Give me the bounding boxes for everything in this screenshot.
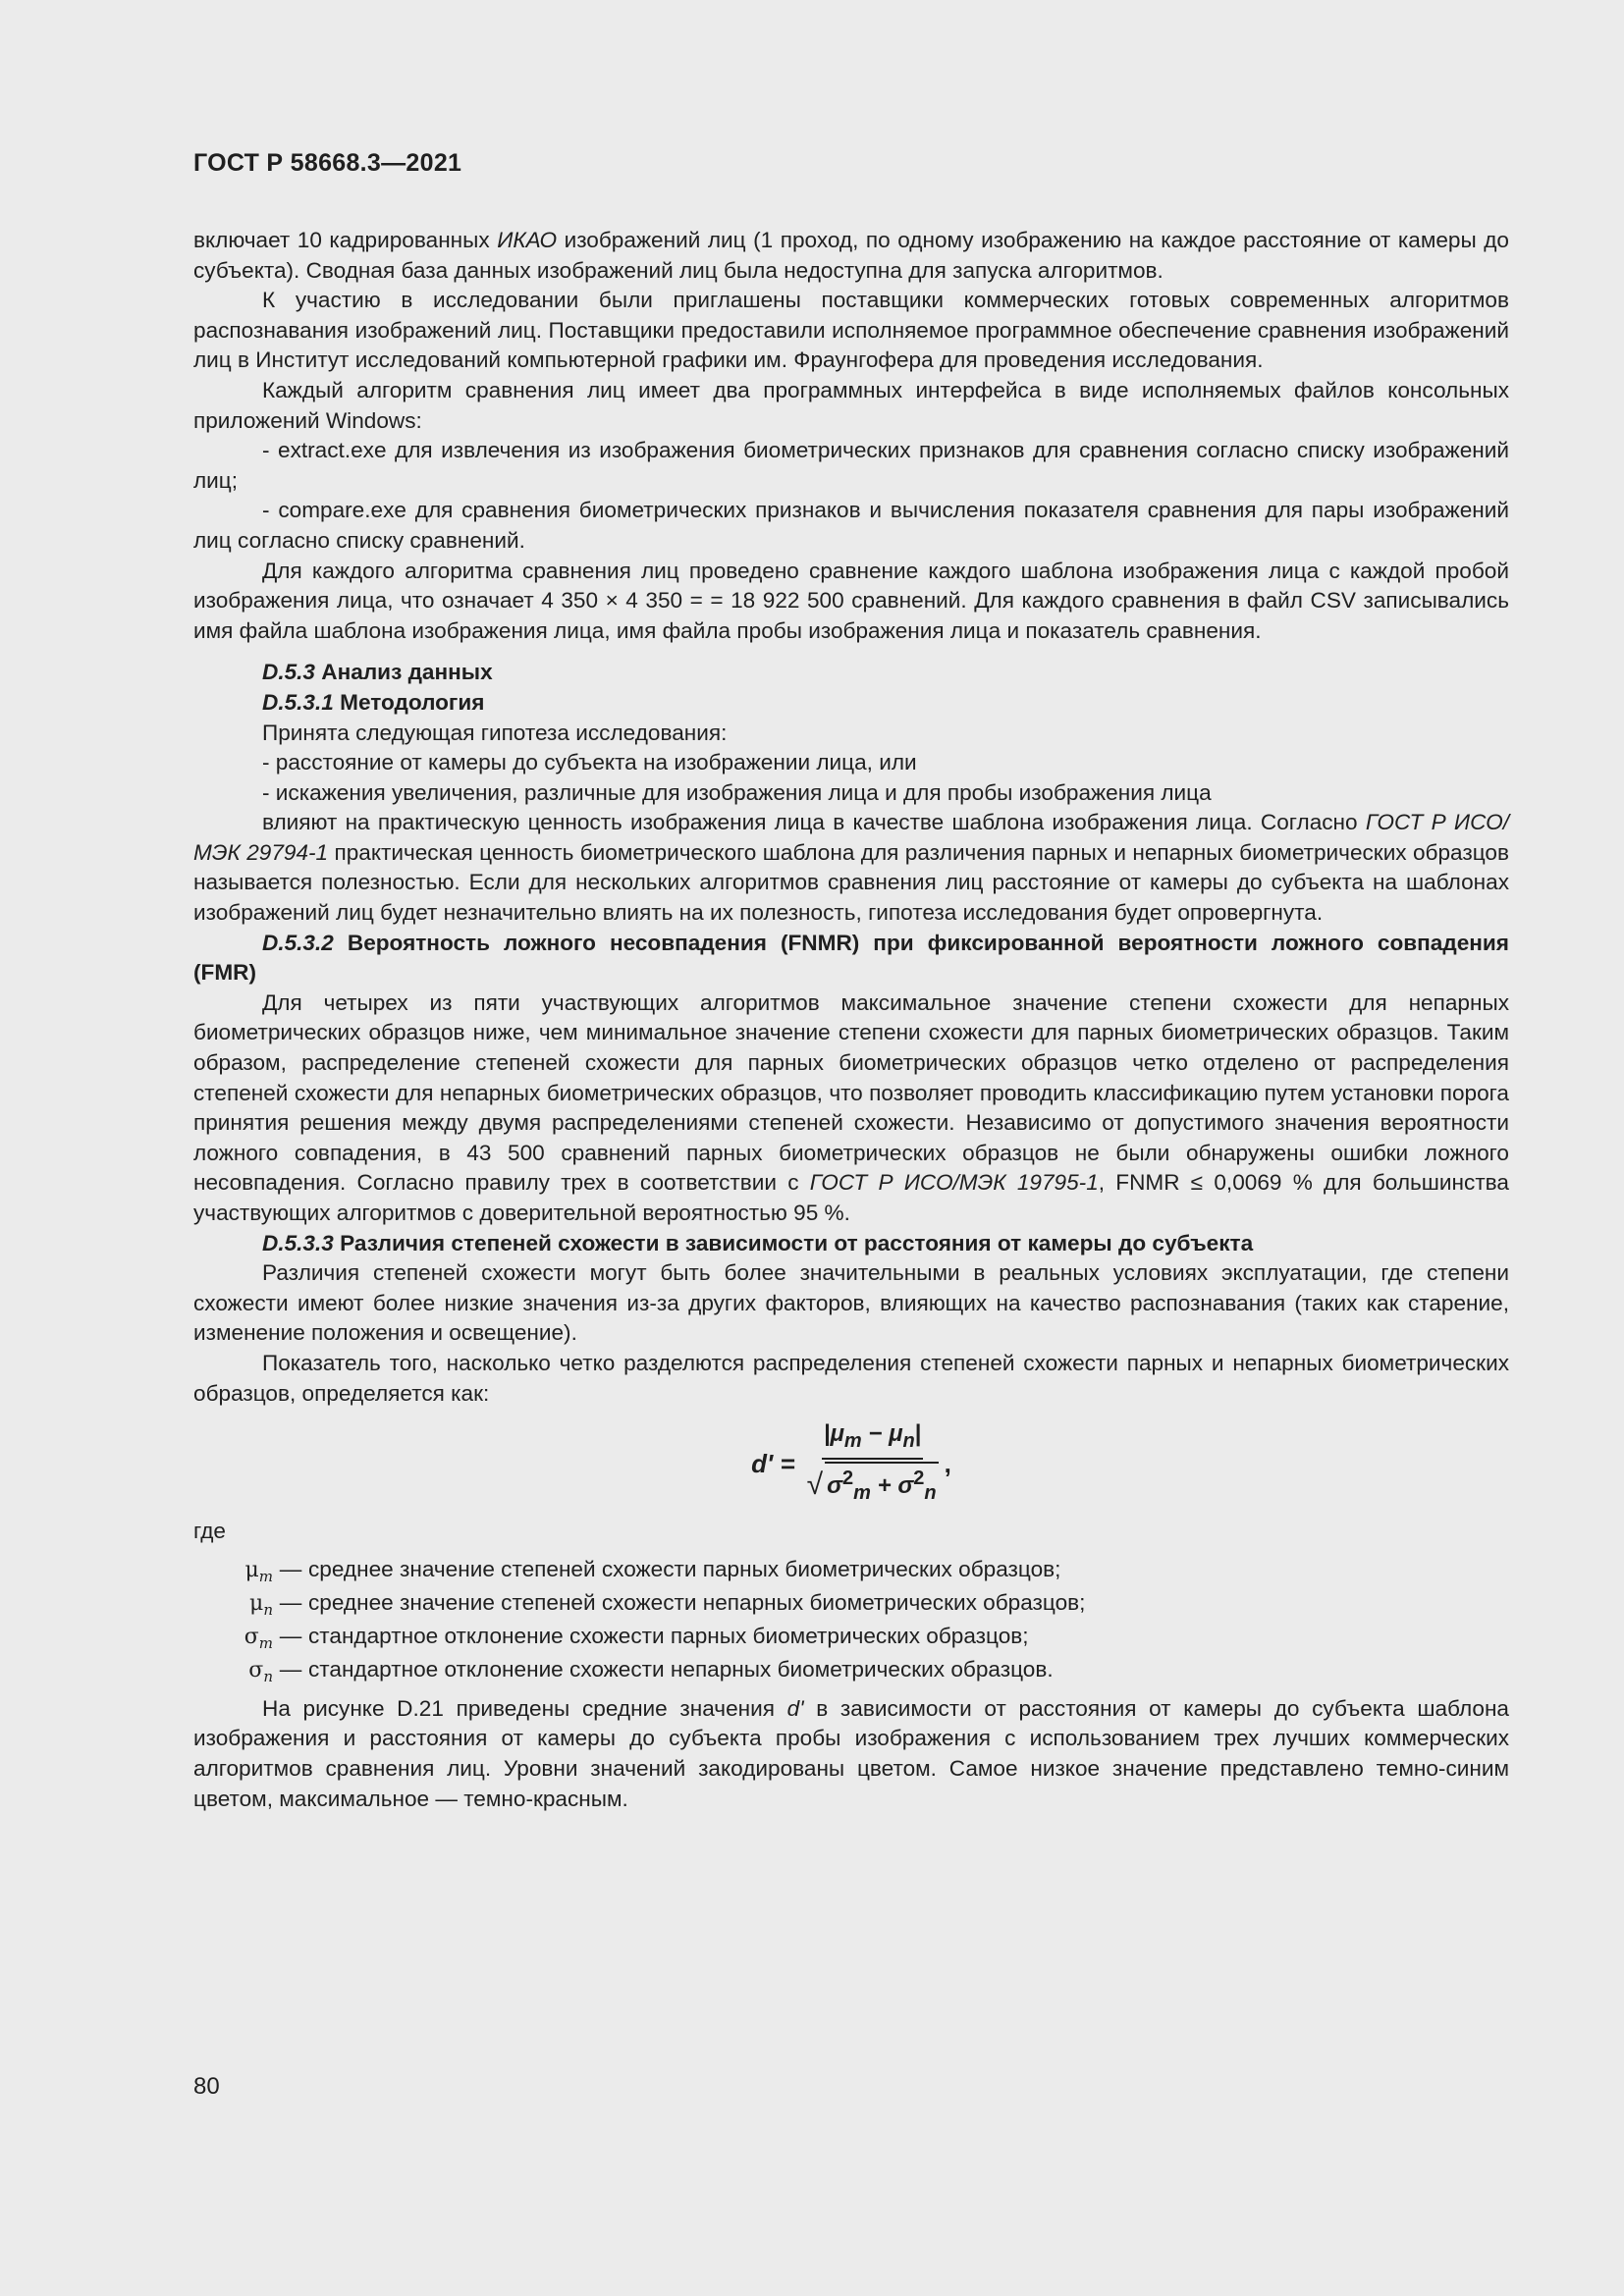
text: влияют на практическую ценность изображения лица в качестве шаблона изображения лица. Согласно bbox=[262, 810, 1366, 835]
section-heading bbox=[193, 1229, 1509, 1259]
standard-reference: ГОСТ Р ИСО/МЭК 19795-1 bbox=[809, 1170, 1099, 1196]
where-label: где bbox=[193, 1519, 226, 1544]
text: На рисунке D.21 приведены средние значения bbox=[262, 1695, 787, 1721]
paragraph: Для каждого алгоритма сравнения лиц проведено сравнение каждого шаблона изображения лица с каждой пробой изображения лица, что означает 4 350 × 4 350 = = 18 922 500 сравнений. Для каждого сравнения в файл CSV записывались имя файла шаблона изображения лица, имя файла пробы изображения лица и показатель сравнения. bbox=[193, 558, 1509, 643]
text: в зависимости от расстояния от камеры до субъекта шаблона изображения и расстояния от камеры до субъекта пробы изображения с использованием трех лучших коммерческих алгоритмов сравнения лиц. Уровни значений закодированы цветом. Самое низкое значение представлено темно-синим цветом, максимальное — темно-красным. bbox=[193, 1695, 1509, 1811]
page-number: 80 bbox=[193, 2073, 220, 2100]
formula-denominator: √ $\sigma^2_m + \sigma^2_n$ bbox=[807, 1460, 939, 1508]
paragraph: Показатель того, насколько четко разделются распределения степеней схожести парных и непарных биометрических образцов, определяется как: bbox=[193, 1350, 1509, 1406]
section-number: D.5.3.2 bbox=[262, 930, 334, 955]
formula-numerator: $|\mu_m - \mu_n|$ bbox=[822, 1419, 924, 1460]
text: практическая ценность биометрического шаблона для различения парных и непарных биометрических образцов называется полезностью. Если для нескольких алгоритмов сравнения лиц расстояние от камеры до субъекта на шаблонах изображений лиц будет незначительно влиять на их полезность, гипотеза исследования будет опровергнута. bbox=[193, 839, 1509, 926]
paragraph bbox=[193, 808, 1509, 928]
sqrt-icon: √ bbox=[806, 1468, 824, 1501]
paragraph bbox=[193, 988, 1509, 1229]
section-number: D.5.3 bbox=[262, 660, 316, 685]
text: изображений лиц (1 проход, по одному изображению на каждое расстояние от камеры до субъекта). Сводная база данных изображений лиц была недоступна для запуска алгоритмов. bbox=[193, 228, 1509, 283]
list-item: - расстояние от камеры до субъекта на изображении лица, или bbox=[262, 750, 917, 775]
section-number: D.5.3.1 bbox=[262, 689, 334, 715]
paragraph: Каждый алгоритм сравнения лиц имеет два программных интерфейса в виде исполняемых файлов консольных приложений Windows: bbox=[193, 377, 1509, 433]
paragraph: К участию в исследовании были приглашены поставщики коммерческих готовых современных алгоритмов распознавания изображений лиц. Поставщики предоставили исполняемое программное обеспечение сравнения изображений лиц в Институт исследований компьютерной графики им. Фраунгофера для проведения исследования. bbox=[193, 288, 1509, 373]
list-item: - extract.exe для извлечения из изображения биометрических признаков для сравнения согласно списку изображений лиц; bbox=[193, 438, 1509, 493]
list-item: - искажения увеличения, различные для изображения лица и для пробы изображения лица bbox=[262, 779, 1212, 805]
text: , FNMR ≤ 0,0069 % для большинства участвующих алгоритмов с доверительной вероятностью 95 %. bbox=[193, 1170, 1509, 1225]
section-heading bbox=[193, 658, 1509, 688]
text: Для четырех из пяти участвующих алгоритмов максимальное значение степени схожести для непарных биометрических образцов ниже, чем минимальное значение степени схожести для парных биометрических образцов. Таким образом, распределение степеней схожести для парных биометрических образцов четко отделено от распределения степеней схожести для непарных биометрических образцов, что позволяет проводить классификацию путем установки порога принятия решения между двумя распределениями степеней схожести. Независимо от допустимого значения вероятности ложного совпадения, в 43 500 сравнений парных биометрических образцов не были обнаружены ошибки ложного несовпадения. Согласно правилу трех в соответствии с bbox=[193, 989, 1509, 1196]
formula-fraction bbox=[807, 1419, 939, 1509]
definition-item: $\sigma_m$ — стандартное отклонение схожести парных биометрических образцов; bbox=[244, 1623, 1029, 1652]
definition-item: $\mu_n$ — среднее значение степеней схожести непарных биометрических образцов; bbox=[249, 1589, 1086, 1619]
formula-d-prime: d' = $|\mu_m - \mu_n|$ √ $\sigma^2_m + \sigma^2_n$ , bbox=[193, 1415, 1509, 1513]
document-body bbox=[193, 226, 1509, 1814]
definitions-list bbox=[193, 1555, 1509, 1688]
section-heading bbox=[193, 929, 1509, 988]
section-title: Анализ данных bbox=[315, 660, 493, 685]
paragraph: Принята следующая гипотеза исследования: bbox=[262, 720, 728, 745]
formula-lhs: d' = bbox=[751, 1448, 795, 1478]
definition-item: $\sigma_n$ — стандартное отклонение схожести непарных биометрических образцов. bbox=[248, 1656, 1054, 1685]
italic-text: d' bbox=[786, 1695, 804, 1721]
definition-item: $\mu_m$ — среднее значение степеней схожести парных биометрических образцов; bbox=[244, 1556, 1061, 1585]
section-title: Вероятность ложного несовпадения (FNMR) при фиксированной вероятности ложного совпадения (FMR) bbox=[193, 930, 1509, 986]
paragraph: Различия степеней схожести могут быть более значительными в реальных условиях эксплуатации, где степени схожести имеют более низкие значения из-за других факторов, влияющих на качество распознавания (таких как старение, изменение положения и освещение). bbox=[193, 1260, 1509, 1346]
paragraph bbox=[193, 226, 1509, 286]
italic-text: ИКАО bbox=[497, 228, 558, 252]
paragraph bbox=[193, 1694, 1509, 1814]
section-number: D.5.3.3 bbox=[262, 1230, 334, 1255]
list-item: - compare.exe для сравнения биометрических признаков и вычисления показателя сравнения для пары изображений лиц согласно списку сравнений. bbox=[193, 498, 1509, 553]
section-title: Различия степеней схожести в зависимости от расстояния от камеры до субъекта bbox=[333, 1230, 1254, 1255]
standard-reference: ГОСТ Р ИСО/МЭК 29794-1 bbox=[193, 810, 1509, 865]
section-title: Методология bbox=[333, 689, 485, 715]
section-heading bbox=[193, 688, 1509, 719]
document-header: ГОСТ Р 58668.3—2021 bbox=[193, 149, 462, 177]
text: включает 10 кадрированных bbox=[193, 228, 498, 252]
